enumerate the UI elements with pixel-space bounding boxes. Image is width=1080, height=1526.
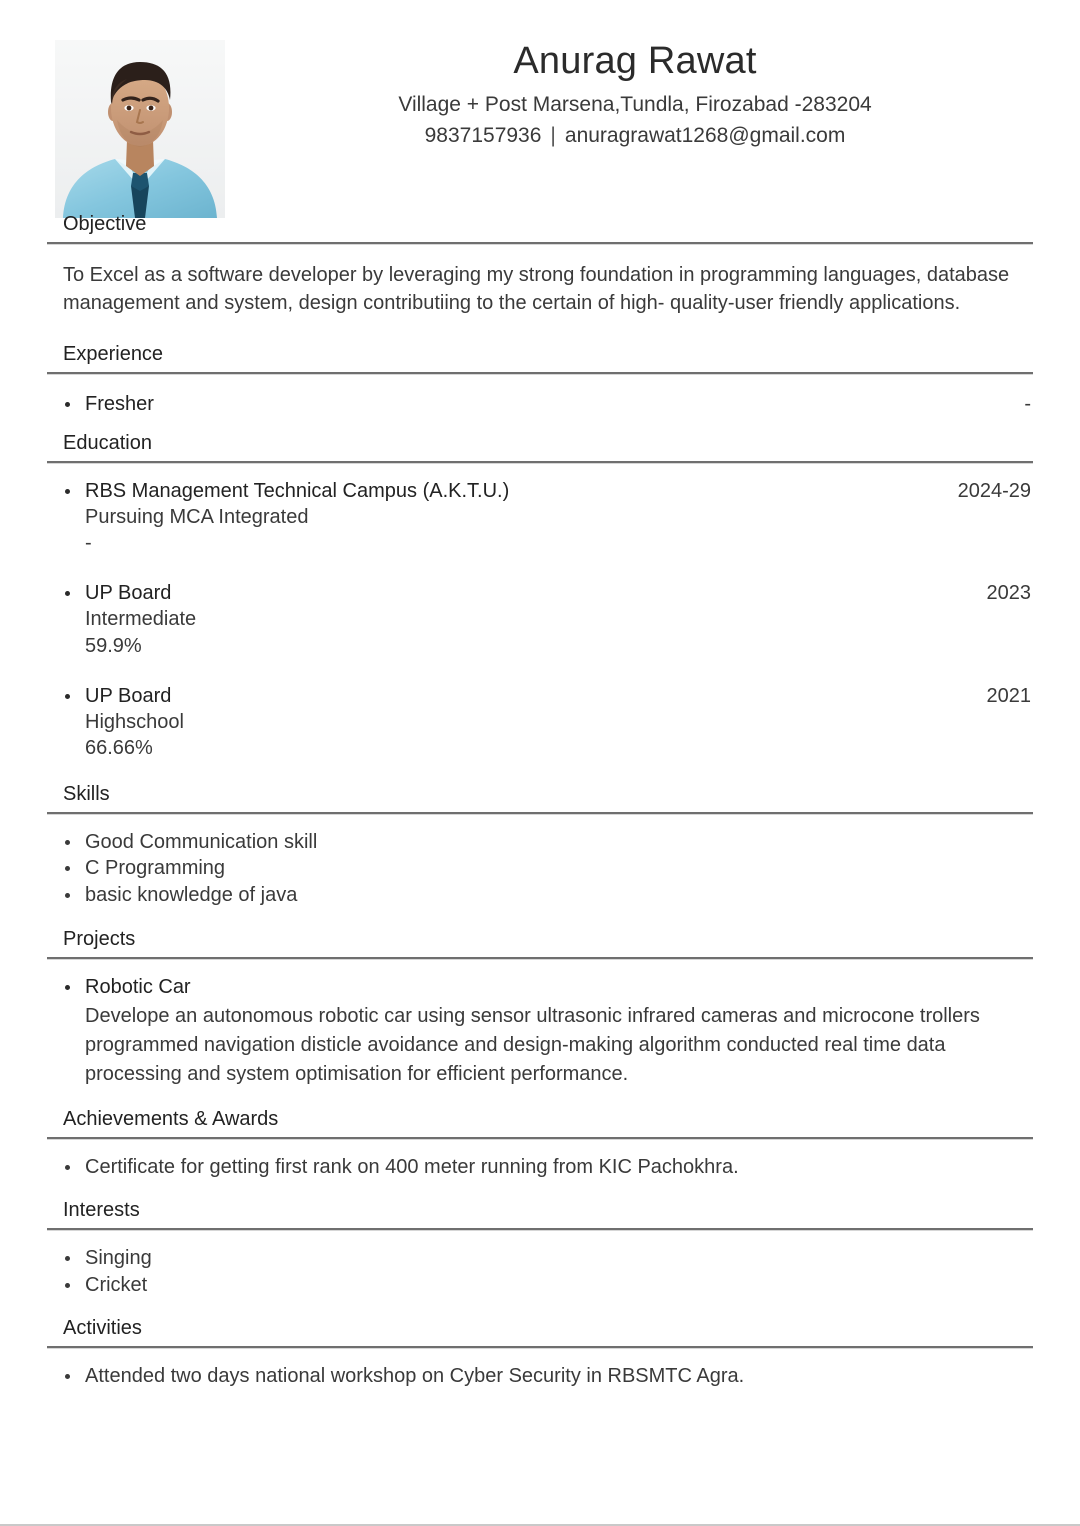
- portrait-photo-icon: [55, 40, 225, 218]
- resume-content: [47, 0, 1033, 1390]
- section-title-achievements: Achievements & Awards: [63, 1107, 279, 1130]
- section-title-experience: Experience: [63, 342, 164, 365]
- education-degree: Intermediate: [85, 608, 197, 631]
- section-title-projects: Projects: [63, 927, 136, 950]
- section-experience: [47, 318, 1033, 417]
- experience-item: [47, 391, 1033, 417]
- education-item: [47, 683, 1033, 762]
- objective-text: To Excel as a software developer by leveraging my strong foundation in programming languages, database management and system, design contributiing to the certain of high- quality-user friendly applications.: [63, 264, 1010, 315]
- experience-item-head: [85, 391, 1033, 417]
- education-degree: Highschool: [85, 710, 184, 733]
- activities-list: [47, 1349, 1033, 1390]
- section-education: [47, 417, 1033, 762]
- skills-list: [47, 815, 1033, 909]
- education-institution: RBS Management Technical Campus (A.K.T.U.): [85, 479, 510, 502]
- section-title-objective: Objective: [63, 213, 147, 235]
- education-score: -: [85, 532, 92, 555]
- contact-line: [227, 120, 1033, 151]
- section-projects: [47, 909, 1033, 1089]
- list-item: Good Communication skill: [47, 829, 1033, 856]
- phone-number: 9837157936: [424, 123, 542, 147]
- section-title-interests: Interests: [63, 1199, 140, 1222]
- contact-separator: |: [550, 123, 556, 147]
- education-date: 2023: [986, 582, 1031, 605]
- address-line: Village + Post Marsena,Tundla, Firozabad -283204: [398, 92, 872, 116]
- list-item: C Programming: [47, 855, 1033, 882]
- section-title-education: Education: [63, 431, 152, 454]
- education-institution: UP Board: [85, 582, 172, 605]
- education-date: 2021: [986, 684, 1031, 707]
- section-title-activities: Activities: [63, 1317, 142, 1340]
- avatar: [55, 40, 225, 218]
- experience-item-date: -: [1024, 392, 1031, 415]
- education-item: [47, 580, 1033, 659]
- experience-list: [47, 375, 1033, 417]
- list-item: Certificate for getting first rank on 400 meter running from KIC Pachokhra.: [47, 1154, 1033, 1181]
- list-item: Attended two days national workshop on Cyber Security in RBSMTC Agra.: [47, 1363, 1033, 1390]
- project-name: Robotic Car: [85, 975, 191, 998]
- education-institution: UP Board: [85, 684, 172, 707]
- education-list: [47, 464, 1033, 762]
- achievements-list: [47, 1140, 1033, 1181]
- list-item: Cricket: [47, 1272, 1033, 1299]
- section-objective: [47, 200, 1033, 318]
- education-item: [47, 478, 1033, 556]
- education-date: 2024-29: [957, 479, 1031, 502]
- resume-header: [47, 0, 1033, 200]
- experience-item-label: Fresher: [85, 392, 154, 415]
- project-item: [47, 974, 1033, 1089]
- education-score: 59.9%: [85, 634, 142, 657]
- email-address: anuragrawat1268@gmail.com: [564, 123, 846, 147]
- interests-list: [47, 1231, 1033, 1298]
- section-activities: [47, 1298, 1033, 1390]
- section-achievements: [47, 1089, 1033, 1181]
- section-interests: [47, 1180, 1033, 1298]
- education-degree: Pursuing MCA Integrated: [85, 505, 309, 528]
- education-item-head: [85, 683, 1033, 709]
- list-item: basic knowledge of java: [47, 882, 1033, 909]
- section-title-skills: Skills: [63, 782, 110, 805]
- education-score: 66.66%: [85, 737, 153, 760]
- section-skills: [47, 762, 1033, 909]
- projects-list: [47, 960, 1033, 1089]
- objective-body: [47, 245, 1033, 318]
- education-item-head: [85, 580, 1033, 606]
- project-description: Develope an autonomous robotic car using sensor ultrasonic infrared cameras and microcone trollers programmed navigation disticle avoidance and design-making algorithm conducted real time data processing and system optimisation for efficient performance.: [85, 1004, 980, 1085]
- list-item: Singing: [47, 1245, 1033, 1272]
- education-item-head: [85, 478, 1033, 504]
- page-title: Anurag Rawat: [513, 40, 757, 82]
